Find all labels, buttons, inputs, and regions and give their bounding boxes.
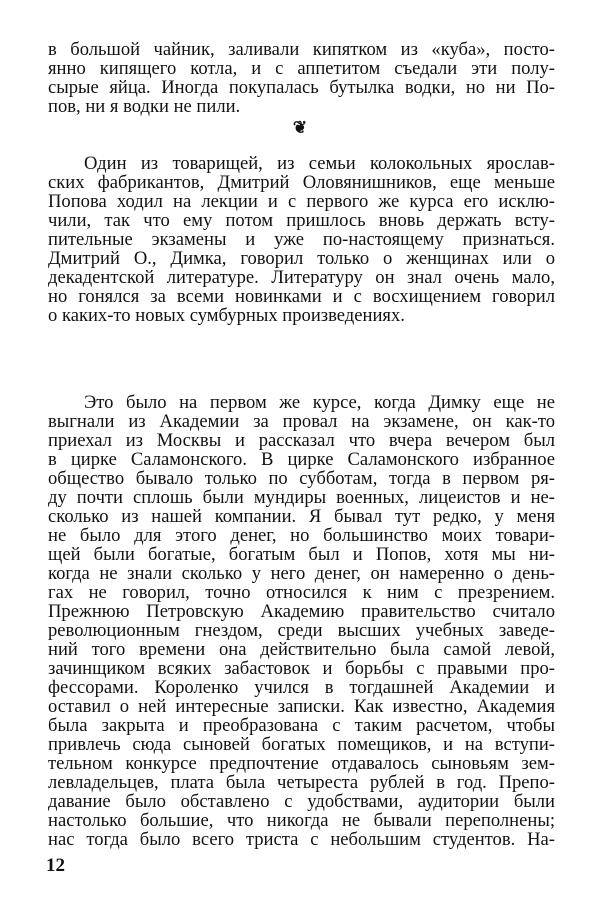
- text-line: выгнали из Академии за провал на экзамене, он как-то: [48, 411, 555, 432]
- text-line: Это было на первом же курсе, когда Димку еще не: [84, 392, 555, 413]
- text-line: не было для этого денег, но большинство моих товари-: [48, 525, 555, 546]
- text-line: ний того времени она действительно была самой левой,: [48, 639, 555, 660]
- text-line: в большой чайник, заливали кипятком из «куба», посто-: [48, 39, 555, 60]
- text-line: была закрыта и преобразована с таким расчетом, чтобы: [48, 715, 555, 736]
- text-line: привлечь сюда сыновей богатых помещиков, и на вступи-: [48, 734, 555, 755]
- text-line: зачинщиком всяких забастовок и борьбы с правыми про-: [48, 658, 555, 679]
- text-line: настолько большие, что никогда не бывали переполнены;: [48, 810, 555, 831]
- text-line: ских фабрикантов, Дмитрий Оловянишников, еще меньше: [48, 172, 555, 193]
- text-line: пительные экзамены и уже по-настоящему признаться.: [48, 229, 555, 250]
- text-line: общество бывало только по субботам, тогда в первом ря-: [48, 468, 555, 489]
- text-line: чили, так что ему потом пришлось вновь держать всту-: [48, 210, 555, 231]
- text-line: оставил о ней интересные записки. Как известно, Академия: [48, 696, 555, 717]
- text-line: левладельцев, плата была четыреста рублей в год. Препо-: [48, 772, 555, 793]
- text-line: давание было обставлено с удобствами, аудитории были: [48, 791, 555, 812]
- text-line: сырые яйца. Иногда покупалась бутылка водки, но ни По-: [48, 77, 555, 98]
- text-line: но гонялся за всеми новинками и с восхищением говорил: [48, 286, 555, 307]
- text-line: янно кипящего котла, и с аппетитом съедали эти полу-: [48, 58, 555, 79]
- text-line: нас тогда было всего триста с небольшим студентов. На-: [48, 829, 555, 850]
- text-line: тельном конкурсе предпочтение отдавалось сыновьям зем-: [48, 753, 555, 774]
- text-line: фессорами. Короленко учился в тогдашней Академии и: [48, 677, 555, 698]
- text-line: щей были богатые, богатым был и Попов, хотя мы ни-: [48, 544, 555, 565]
- text-line: приехал из Москвы и рассказал что вчера вечером был: [48, 430, 555, 451]
- text-line: декадентской литературе. Литературу он знал очень мало,: [48, 267, 555, 288]
- text-line: в цирке Саламонского. В цирке Саламонского избранное: [48, 449, 555, 470]
- text-line: Попова ходил на лекции и с первого же курса его исклю-: [48, 191, 555, 212]
- text-line: ду почти сплошь были мундиры военных, лицеистов и не-: [48, 487, 555, 508]
- text-line: революционным гнездом, среди высших учебных заведе-: [48, 620, 555, 641]
- text-line: гах не говорил, точно относился к ним с презрением.: [48, 582, 555, 603]
- text-line: Дмитрий О., Димка, говорил только о женщинах или о: [48, 248, 555, 269]
- section-ornament: ❦: [292, 118, 308, 137]
- text-line: Прежнюю Петровскую Академию правительство считало: [48, 601, 555, 622]
- text-line: пов, ни я водки не пили.: [48, 96, 241, 117]
- text-line: сколько из нашей компании. Я бывал тут редко, у меня: [48, 506, 555, 527]
- text-line: Один из товарищей, из семьи колокольных ярослав-: [84, 153, 555, 174]
- page-number: 12: [46, 855, 65, 876]
- text-line: когда не знали сколько у него денег, он намеренно о день-: [48, 563, 555, 584]
- text-line: о каких-то новых сумбурных произведениях.: [48, 305, 405, 326]
